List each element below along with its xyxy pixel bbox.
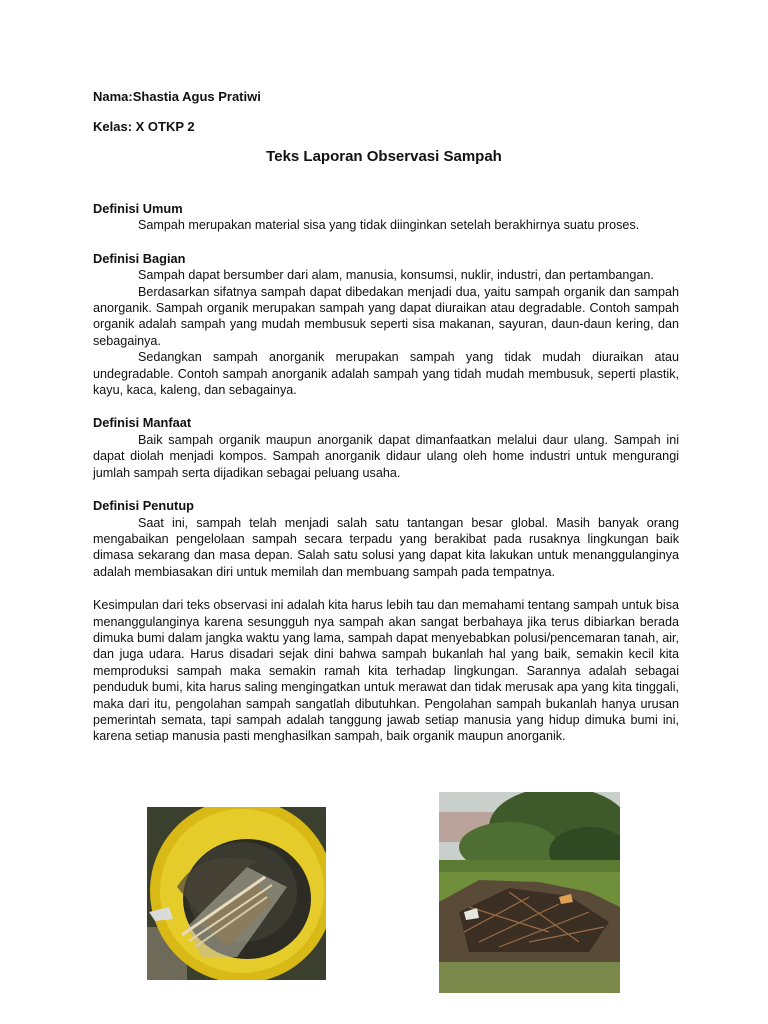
- paragraph: Sampah dapat bersumber dari alam, manusia, konsumsi, nuklir, industri, dan pertambangan.: [138, 268, 654, 283]
- paragraph: Baik sampah organik maupun anorganik dapat dimanfaatkan melalui daur ulang. Sampah ini dapat diolah menjadi kompos. Sampah anorganik didaur ulang oleh home industri untuk mengurangi jumlah sampah serta dijadikan sebagai peluang usaha.: [93, 432, 679, 480]
- student-class: Kelas: X OTKP 2: [93, 119, 195, 134]
- section-heading: Definisi Umum: [93, 201, 183, 216]
- paragraph: Kesimpulan dari teks observasi ini adalah kita harus lebih tau dan memahami tentang sampah untuk bisa menanggulanginya karena sesungguh nya sampah akan sangat berbahaya jika terus dibiarkan berada dimuka bumi dalam jangka waktu yang lama, sampah dapat menyebabkan polusi/pencemaran tanah, air, dan juga udara. Harus disadari sejak dini bahwa sampah bukanlah hal yang baik, semakin kecil kita memproduksi sampah maka semakin ramah kita terhadap lingkungan. Sarannya adalah sebagai penduduk bumi, kita harus saling mengingatkan untuk merawat dan tidak merusak apa yang kita tinggali, maka dari itu, pengolahan sampah sangatlah dibutuhkan. Pengolahan sampah bukanlah hanya urusan pemerintah semata, tapi sampah adalah tanggung jawab setiap manusia yang hidup dimuka bumi ini, karena setiap manusia pasti menghasilkan sampah, baik organik maupun anorganik.: [93, 598, 679, 744]
- section-definisi-bagian: [93, 251, 679, 399]
- section-definisi-manfaat: [93, 415, 679, 481]
- paragraph: Berdasarkan sifatnya sampah dapat dibedakan menjadi dua, yaitu sampah organik dan sampah anorganik. Sampah organik merupakan sampah yang dapat diuraikan atau degradable. Contoh sampah organik adalah sampah yang mudah membusuk seperti sisa makanan, sayuran, daun-daun kering, dan sebagainya.: [93, 284, 679, 348]
- section-definisi-umum: [93, 201, 679, 234]
- paragraph: Saat ini, sampah telah menjadi salah satu tantangan besar global. Masih banyak orang mengabaikan pengelolaan sampah secara terpadu yang berakibat pada rusaknya lingkungan baik dimasa sekarang dan masa depan. Salah satu solusi yang dapat kita lakukan untuk menanggulanginya adalah membiasakan diri untuk memilah dan membuang sampah pada tempatnya.: [93, 515, 679, 579]
- document-title: Teks Laporan Observasi Sampah: [266, 148, 502, 165]
- section-kesimpulan: [93, 597, 679, 745]
- yard-trash-image: [439, 792, 620, 993]
- yard-trash-photo: [439, 792, 620, 993]
- paragraph: Sampah merupakan material sisa yang tidak diinginkan setelah berakhirnya suatu proses.: [138, 218, 640, 233]
- section-heading: Definisi Bagian: [93, 250, 186, 266]
- bucket-trash-image: [147, 807, 326, 980]
- document-body: [93, 201, 679, 762]
- section-definisi-penutup: [93, 498, 679, 580]
- bucket-trash-photo: [147, 807, 326, 980]
- student-name: Nama:Shastia Agus Pratiwi: [93, 89, 261, 104]
- section-heading: Definisi Manfaat: [93, 415, 192, 431]
- paragraph: Sedangkan sampah anorganik merupakan sampah yang tidak mudah diuraikan atau undegradable. Contoh sampah anorganik adalah sampah yang tidah mudah membusuk, seperti plastik, kayu, kaca, kaleng, dan sebagainya.: [93, 350, 679, 398]
- section-heading: Definisi Penutup: [93, 498, 194, 514]
